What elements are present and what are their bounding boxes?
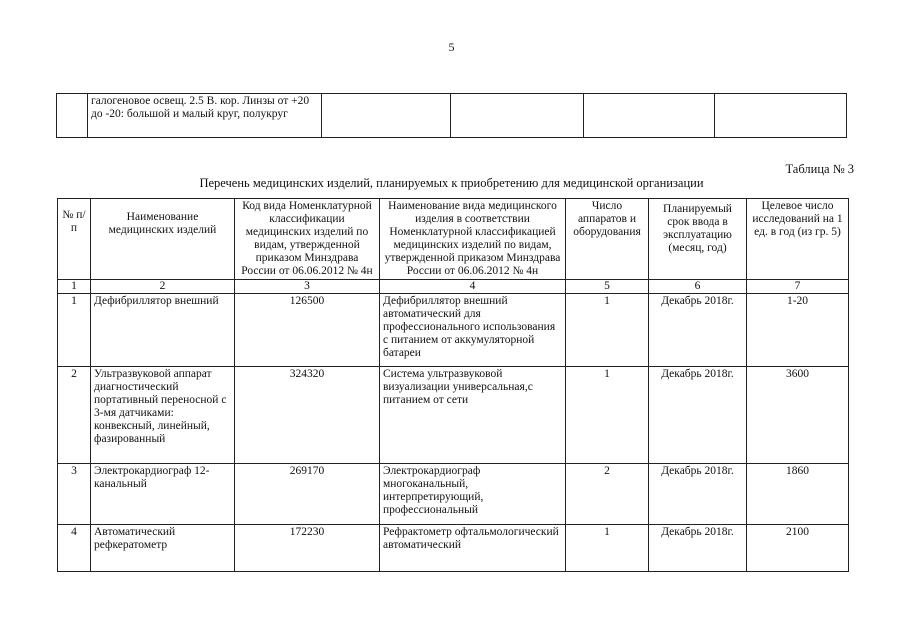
row-num: 1 [58,294,91,367]
page-number: 5 [448,40,455,54]
row-code: 126500 [235,294,380,367]
row-name: Дефибриллятор внешний [91,294,235,367]
row-name: Автоматический рефкератометр [91,525,235,572]
row-date: Декабрь 2018г. [649,525,747,572]
row-code: 324320 [235,367,380,464]
row-count: 1 [566,525,649,572]
table-row [58,525,849,572]
table-title: Перечень медицинских изделий, планируемых к приобретению для медицинской организации [199,176,704,190]
header-kind: Наименование вида медицинского изделия в соответствии Номенклатурной классификацией медицинских изделий по видам, утвержденной приказом Минздрава России от 06.06.2012 № 4н [380,199,566,280]
row-num: 2 [58,367,91,464]
table-row [58,367,849,464]
row-date: Декабрь 2018г. [649,367,747,464]
row-kind: Электрокардиограф многоканальный, интерпретирующий, профессиональный [380,464,566,525]
table-number: Таблица № 3 [785,162,854,176]
row-kind: Дефибриллятор внешний автоматический для профессионального использования с питанием от аккумуляторной батареи [380,294,566,367]
fragment-cell-text: галогеновое освещ. 2.5 В. кор. Линзы от +20 до -20: большой и малый круг, полукруг [88,94,322,138]
row-count: 2 [566,464,649,525]
column-number-row [58,280,849,294]
row-kind: Рефрактометр офтальмологический автоматический [380,525,566,572]
header-code: Код вида Номенклатурной классификации медицинских изделий по видам, утвержденной приказом Минздрава России от 06.06.2012 № 4н [235,199,380,280]
row-date: Декабрь 2018г. [649,464,747,525]
fragment-cell-empty [715,94,847,138]
header-date: Планируемый срок ввода в эксплуатацию (месяц, год) [649,199,747,280]
row-count: 1 [566,294,649,367]
header-target: Целевое число исследований на 1 ед. в год (из гр. 5) [747,199,849,280]
header-name: Наименование медицинских изделий [91,199,235,280]
row-name: Электрокардиограф 12-канальный [91,464,235,525]
table-row [58,464,849,525]
row-num: 4 [58,525,91,572]
header-row [58,199,849,280]
row-code: 172230 [235,525,380,572]
column-number: 6 [649,280,747,294]
column-number: 5 [566,280,649,294]
column-number: 3 [235,280,380,294]
column-number: 7 [747,280,849,294]
fragment-cell-empty [584,94,715,138]
column-number: 2 [91,280,235,294]
row-target: 1860 [747,464,849,525]
row-target: 3600 [747,367,849,464]
header-num: № п/п [58,199,91,280]
row-code: 269170 [235,464,380,525]
row-num: 3 [58,464,91,525]
column-number: 4 [380,280,566,294]
row-count: 1 [566,367,649,464]
column-number: 1 [58,280,91,294]
fragment-cell-empty [57,94,88,138]
header-count: Число аппаратов и оборудования [566,199,649,280]
fragment-cell-empty [451,94,584,138]
row-target: 2100 [747,525,849,572]
previous-table-fragment [56,93,847,138]
row-name: Ультразвуковой аппарат диагностический портативный переносной с 3-мя датчиками: конвексный, линейный, фазированный [91,367,235,464]
row-kind: Система ультразвуковой визуализации универсальная,с питанием от сети [380,367,566,464]
fragment-cell-empty [322,94,451,138]
row-target: 1-20 [747,294,849,367]
equipment-table [57,198,849,572]
row-date: Декабрь 2018г. [649,294,747,367]
table-row [58,294,849,367]
